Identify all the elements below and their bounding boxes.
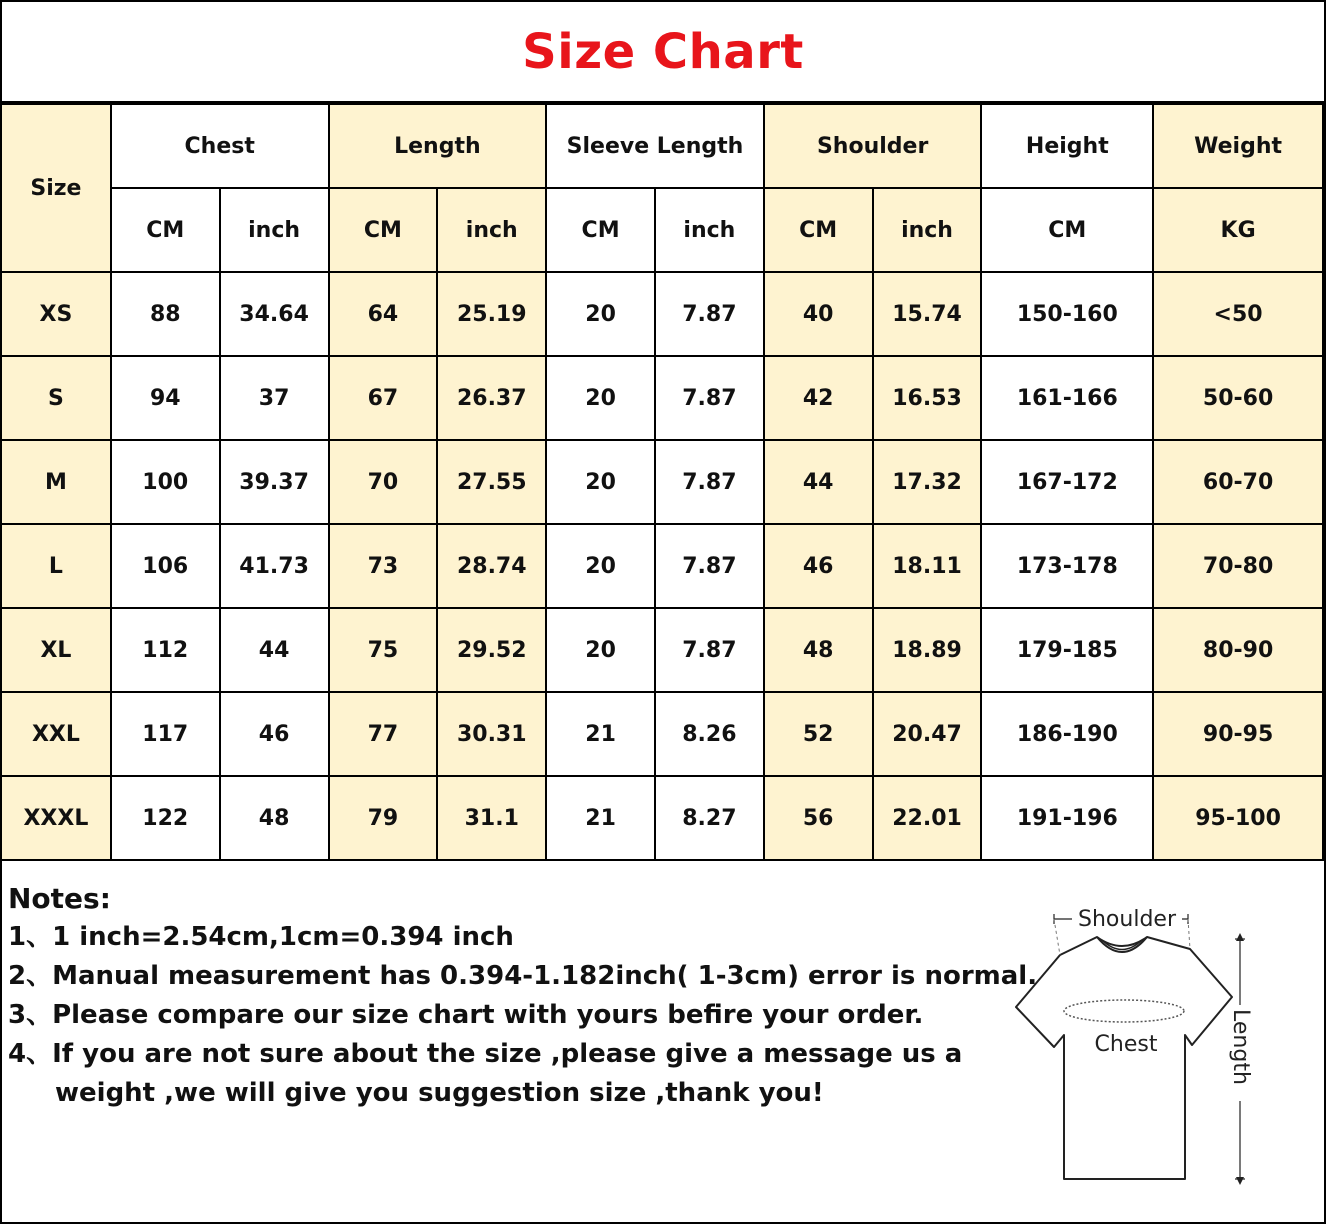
table-row — [2, 524, 1323, 608]
unit-cell: CM — [764, 188, 873, 272]
table-cell: 7.87 — [655, 524, 764, 608]
table-cell: 7.87 — [655, 356, 764, 440]
table-cell: 122 — [111, 776, 220, 860]
table-cell: 150-160 — [981, 272, 1153, 356]
chest-header: Chest — [111, 104, 329, 188]
table-cell: 20 — [546, 272, 655, 356]
sleeve-length-header: Sleeve Length — [546, 104, 764, 188]
table-cell: 21 — [546, 776, 655, 860]
table-cell: 48 — [220, 776, 329, 860]
table-cell: 106 — [111, 524, 220, 608]
unit-cell: inch — [873, 188, 982, 272]
notes-heading: Notes: — [8, 882, 111, 915]
table-cell: 28.74 — [437, 524, 546, 608]
table-cell: 80-90 — [1153, 608, 1323, 692]
table-cell: 60-70 — [1153, 440, 1323, 524]
table-cell: 15.74 — [873, 272, 982, 356]
table-cell: 64 — [329, 272, 438, 356]
table-cell: 44 — [220, 608, 329, 692]
size-label-cell: L — [2, 524, 111, 608]
table-cell: 167-172 — [981, 440, 1153, 524]
tshirt-icon — [1002, 897, 1302, 1197]
table-cell: 77 — [329, 692, 438, 776]
table-cell: 30.31 — [437, 692, 546, 776]
shoulder-label: Shoulder — [1078, 907, 1176, 932]
tshirt-measurement-diagram — [1002, 897, 1302, 1197]
size-label-cell: M — [2, 440, 111, 524]
unit-cell: inch — [437, 188, 546, 272]
unit-row — [2, 188, 1323, 272]
table-cell: 50-60 — [1153, 356, 1323, 440]
table-cell: 56 — [764, 776, 873, 860]
table-cell: 20 — [546, 524, 655, 608]
table-cell: 173-178 — [981, 524, 1153, 608]
table-cell: 95-100 — [1153, 776, 1323, 860]
length-label: Length — [1228, 1009, 1253, 1085]
table-cell: 117 — [111, 692, 220, 776]
note-line-4-continued: weight ,we will give you suggestion size ,thank you! — [55, 1078, 824, 1108]
note-line-3: 3、Please compare our size chart with yours befire your order. — [8, 1000, 924, 1030]
table-cell: 79 — [329, 776, 438, 860]
unit-cell: inch — [655, 188, 764, 272]
table-cell: 94 — [111, 356, 220, 440]
table-cell: 41.73 — [220, 524, 329, 608]
unit-cell: KG — [1153, 188, 1323, 272]
table-cell: 20 — [546, 356, 655, 440]
table-cell: 52 — [764, 692, 873, 776]
table-cell: 7.87 — [655, 272, 764, 356]
table-row — [2, 356, 1323, 440]
notes-section — [8, 880, 1038, 1113]
table-cell: 16.53 — [873, 356, 982, 440]
table-cell: 26.37 — [437, 356, 546, 440]
note-line-1: 1、1 inch=2.54cm,1cm=0.394 inch — [8, 922, 514, 952]
table-cell: 44 — [764, 440, 873, 524]
size-label-cell: XXXL — [2, 776, 111, 860]
table-cell: 73 — [329, 524, 438, 608]
table-row — [2, 440, 1323, 524]
length-header: Length — [329, 104, 547, 188]
table-cell: 18.11 — [873, 524, 982, 608]
table-cell: 67 — [329, 356, 438, 440]
table-cell: 161-166 — [981, 356, 1153, 440]
table-cell: 39.37 — [220, 440, 329, 524]
unit-cell: CM — [981, 188, 1153, 272]
table-cell: 90-95 — [1153, 692, 1323, 776]
table-row — [2, 776, 1323, 860]
table-cell: 20.47 — [873, 692, 982, 776]
table-cell: 42 — [764, 356, 873, 440]
table-cell: 179-185 — [981, 608, 1153, 692]
table-cell: 100 — [111, 440, 220, 524]
table-cell: 29.52 — [437, 608, 546, 692]
note-line-4: 4、If you are not sure about the size ,please give a message us a — [8, 1039, 963, 1069]
page-title: Size Chart — [2, 2, 1324, 103]
table-cell: 186-190 — [981, 692, 1153, 776]
note-line-2: 2、Manual measurement has 0.394-1.182inch( 1-3cm) error is normal. — [8, 961, 1038, 991]
table-cell: 27.55 — [437, 440, 546, 524]
table-cell: 25.19 — [437, 272, 546, 356]
table-cell: 8.27 — [655, 776, 764, 860]
table-cell: 8.26 — [655, 692, 764, 776]
table-cell: 34.64 — [220, 272, 329, 356]
table-cell: 46 — [220, 692, 329, 776]
size-label-cell: XS — [2, 272, 111, 356]
height-header: Height — [981, 104, 1153, 188]
header-row — [2, 104, 1323, 188]
chest-label: Chest — [1094, 1032, 1158, 1057]
table-cell: 17.32 — [873, 440, 982, 524]
size-label-cell: XL — [2, 608, 111, 692]
unit-cell: inch — [220, 188, 329, 272]
unit-cell: CM — [329, 188, 438, 272]
weight-header: Weight — [1153, 104, 1323, 188]
table-cell: 88 — [111, 272, 220, 356]
table-cell: 20 — [546, 608, 655, 692]
table-cell: 7.87 — [655, 608, 764, 692]
table-row — [2, 692, 1323, 776]
size-column-header: Size — [2, 104, 111, 272]
table-cell: 22.01 — [873, 776, 982, 860]
table-cell: 18.89 — [873, 608, 982, 692]
table-cell: 7.87 — [655, 440, 764, 524]
table-cell: 48 — [764, 608, 873, 692]
table-cell: 40 — [764, 272, 873, 356]
table-cell: 37 — [220, 356, 329, 440]
table-cell: <50 — [1153, 272, 1323, 356]
table-row — [2, 272, 1323, 356]
table-cell: 70-80 — [1153, 524, 1323, 608]
table-cell: 191-196 — [981, 776, 1153, 860]
size-label-cell: S — [2, 356, 111, 440]
size-label-cell: XXL — [2, 692, 111, 776]
unit-cell: CM — [546, 188, 655, 272]
shoulder-header: Shoulder — [764, 104, 982, 188]
unit-cell: CM — [111, 188, 220, 272]
table-cell: 20 — [546, 440, 655, 524]
table-cell: 31.1 — [437, 776, 546, 860]
table-cell: 75 — [329, 608, 438, 692]
table-cell: 112 — [111, 608, 220, 692]
table-cell: 46 — [764, 524, 873, 608]
size-table — [2, 103, 1324, 861]
table-cell: 21 — [546, 692, 655, 776]
table-row — [2, 608, 1323, 692]
table-cell: 70 — [329, 440, 438, 524]
